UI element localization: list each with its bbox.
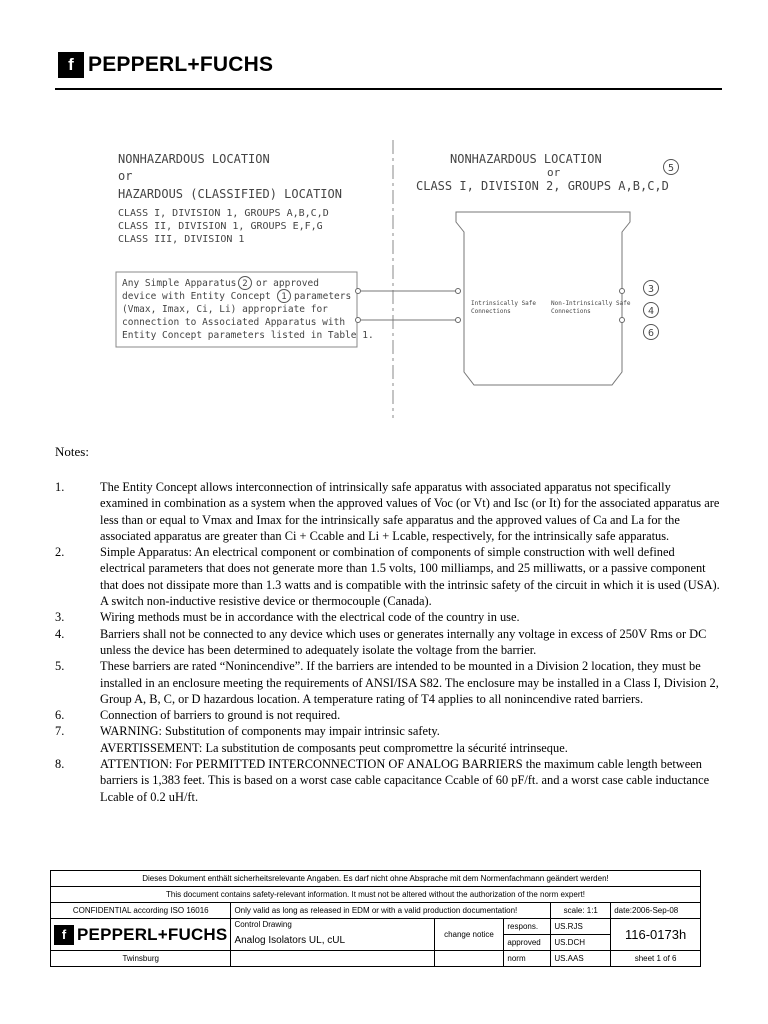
notice-german: Dieses Dokument enthält sicherheitsrelevante Angaben. Es darf nicht ohne Absprache mit dem Normenfachmann geändert werden! [51,871,701,887]
note-item: 5. These barriers are rated “Nonincendive”. If the barriers are intended to be mounted in a Division 2 location, they must be installed in an enclosure meeting the requirements of ANSI/ISA S82. The enclosure may be installed in a Class I, Division 2, Group A, B, C, or D hazardous location. A temperature rating of T4 applies to all nonincendive rated barriers. [55,659,719,706]
device-terminal-left-2 [456,318,461,323]
scale: scale: 1:1 [551,903,611,919]
apparatus-line1-b: or approved [256,278,319,289]
note-item: 1. The Entity Concept allows interconnection of intrinsically safe apparatus with associated apparatus not specifically examined in combination as a system when the approved values of Voc (or Vt) and Isc (or It) for the associated apparatus are less than or equal to Vmax and Imax for the intrinsically safe apparatus and the approved values of Ca and La for the associated apparatus are greater than Ci + Ccable and Li + Lcable, respectively, for the intrinsically safe apparatus. [55,480,720,543]
nis-connections-label-2: Connections [551,308,591,315]
apparatus-line5: Entity Concept parameters listed in Table 1. [122,330,374,341]
norm-label: norm [504,951,551,967]
confidential-label: CONFIDENTIAL according ISO 16016 [51,903,231,919]
note-item: AVERTISSEMENT: La substitution de composants peut compromettre la sécurité intrinseque. [100,740,568,755]
title-cell [231,919,434,951]
left-class2: CLASS II, DIVISION 1, GROUPS E,F,G [118,221,323,232]
apparatus-line2-b: parameters [294,291,352,302]
note-item: 2. Simple Apparatus: An electrical component or combination of components of simple construction with well defined electrical parameters that does not generate more than 1.5 volts, 100 milliamps, and 25 milliwatts, or a passive component that does not dissipate more than 1.3 watts and is compatible with the intrinsic safety of the circuit in which it is used (USA). A switch non-inductive resistive device or thermocouple (Canada). [55,545,720,609]
isolator-device-outline [456,212,630,385]
change-notice: change notice [434,919,504,951]
title-block [50,870,701,967]
note-item: 8. ATTENTION: For PERMITTED INTERCONNECTION OF ANALOG BARRIERS the maximum cable length between barriers is 1,383 feet. This is based on a worst case cable capacitance Ccable of 60 pF/ft. and a worst case cable inductance Lcable of 0.2 uH/ft. [55,757,710,804]
left-location-line2: or [118,169,133,183]
date: date:2006-Sep-08 [611,903,701,919]
box-terminal-1 [356,289,361,294]
control-drawing-diagram [0,0,768,440]
note-ref-4: 4 [647,306,655,317]
sheet-number: sheet 1 of 6 [611,951,701,967]
left-class3: CLASS III, DIVISION 1 [118,234,245,245]
note-ref-3: 3 [647,284,655,295]
note-ref-5: 5 [667,163,675,174]
document-number: 116-0173h [611,919,701,951]
apparatus-line2: device with Entity Concept [122,291,271,302]
logo-mark-icon: f [58,52,84,78]
approved-value: US.DCH [551,935,611,951]
left-class1: CLASS I, DIVISION 1, GROUPS A,B,C,D [118,208,329,219]
note-ref-1: 1 [281,292,287,302]
notice-english: This document contains safety-relevant information. It must not be altered without the authorization of the norm expert! [51,887,701,903]
respons-value: US.RJS [551,919,611,935]
apparatus-line1: Any Simple Apparatus [122,278,237,289]
norm-value: US.AAS [551,951,611,967]
is-connections-label-2: Connections [471,308,511,315]
note-item: 6. Connection of barriers to ground is not required. [55,708,341,723]
right-location-line1: NONHAZARDOUS LOCATION [450,152,602,166]
right-location-line3: CLASS I, DIVISION 2, GROUPS A,B,C,D [416,179,669,193]
box-terminal-2 [356,318,361,323]
note-item: 7. WARNING: Substitution of components may impair intrinsic safety. [55,724,440,739]
device-terminal-right-1 [620,289,625,294]
title-block-logo: f PEPPERL+FUCHS [51,919,231,951]
location: Twinsburg [51,951,231,967]
drawing-title: Analog Isolators UL, cUL [234,935,346,946]
device-terminal-right-2 [620,318,625,323]
company-name: PEPPERL+FUCHS [88,53,274,76]
doc-type: Control Drawing [234,920,292,929]
approved-label: approved [504,935,551,951]
note-ref-6: 6 [647,328,655,339]
notes-title: Notes: [55,444,89,459]
left-location-line3: HAZARDOUS (CLASSIFIED) LOCATION [118,187,342,201]
is-connections-label-1: Intrinsically Safe [471,300,537,307]
nis-connections-label-1: Non-Intrinsically Safe [551,300,631,307]
logo-mark-icon: f [54,925,74,945]
device-terminal-left-1 [456,289,461,294]
notes-list [55,479,720,805]
note-item: 3. Wiring methods must be in accordance with the electrical code of the country in use. [55,610,520,625]
note-ref-2: 2 [242,279,248,289]
validity-note: Only valid as long as released in EDM or with a valid production documentation! [231,903,551,919]
note-item: 4. Barriers shall not be connected to any device which uses or generates internally any voltage in excess of 250V Rms or DC unless the device has been determined to adequately isolate the voltage from the barrier. [55,626,707,657]
apparatus-line4: connection to Associated Apparatus with [122,317,346,328]
apparatus-line3: (Vmax, Imax, Ci, Li) appropriate for [122,304,328,315]
left-location-line1: NONHAZARDOUS LOCATION [118,152,270,166]
right-location-line2: or [547,166,561,179]
respons-label: respons. [504,919,551,935]
